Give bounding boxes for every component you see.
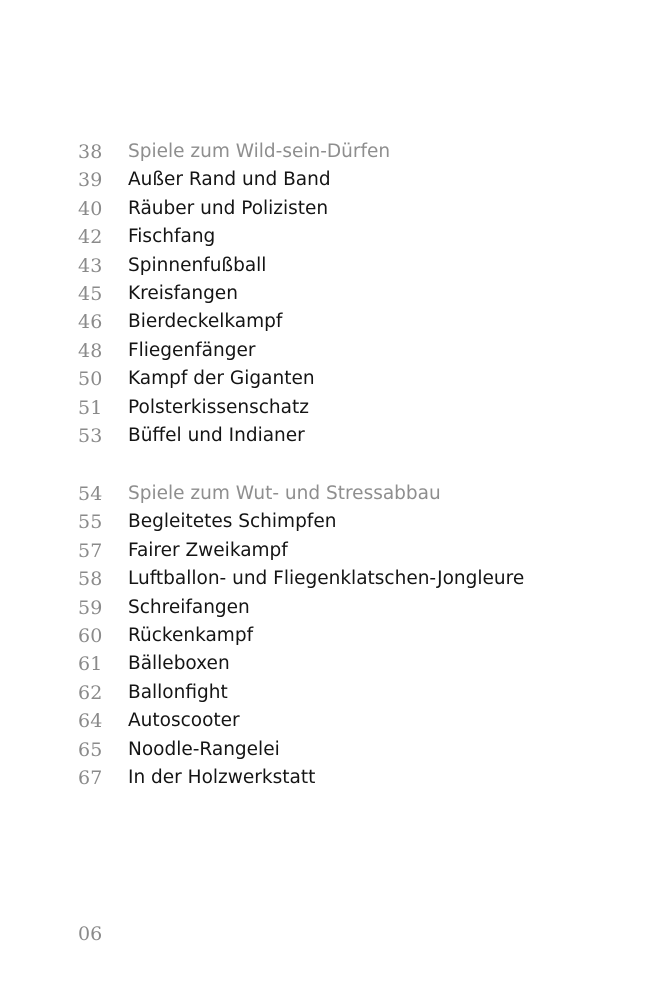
toc-entry-page-number: 65 xyxy=(78,738,103,761)
toc-entry xyxy=(0,166,664,194)
toc-entry-page-number: 50 xyxy=(78,368,103,391)
toc-entry-title: Ballonfight xyxy=(128,681,228,703)
toc-heading-page-number: 54 xyxy=(78,483,103,505)
toc-entry-page-number: 55 xyxy=(78,511,103,534)
toc-entry-title: Bierdeckelkampf xyxy=(128,311,283,333)
toc-entry-title: Spinnenfußball xyxy=(128,254,267,276)
toc-entry xyxy=(0,422,664,450)
toc-entry-page-number: 58 xyxy=(78,568,103,591)
toc-entry-title: In der Holzwerkstatt xyxy=(128,766,316,788)
toc-entry xyxy=(0,707,664,735)
toc-entry xyxy=(0,537,664,565)
toc-entry-title: Bälleboxen xyxy=(128,653,230,675)
toc-heading-page-number: 38 xyxy=(78,141,103,163)
toc-entry-page-number: 40 xyxy=(78,197,103,220)
toc-entry-title: Räuber und Polizisten xyxy=(128,197,329,219)
toc-entry-page-number: 59 xyxy=(78,596,103,619)
toc-entry-page-number: 64 xyxy=(78,710,103,733)
toc-entry-page-number: 61 xyxy=(78,653,103,676)
toc-entry-title: Kreisfangen xyxy=(128,282,238,304)
toc-entry xyxy=(0,565,664,593)
toc-entry-page-number: 62 xyxy=(78,681,103,704)
toc-entry xyxy=(0,650,664,678)
toc-entry-title: Außer Rand und Band xyxy=(128,169,331,191)
toc-entry xyxy=(0,508,664,536)
toc-entry xyxy=(0,394,664,422)
toc-entry-page-number: 60 xyxy=(78,624,103,647)
toc-entry-page-number: 46 xyxy=(78,311,103,334)
toc-entry-page-number: 51 xyxy=(78,396,103,419)
toc-entry xyxy=(0,280,664,308)
toc-entry-title: Büffel und Indianer xyxy=(128,424,305,446)
toc-heading-title: Spiele zum Wild-sein-Dürfen xyxy=(128,141,391,162)
toc-entry-page-number: 67 xyxy=(78,766,103,789)
toc-entry-page-number: 43 xyxy=(78,254,103,277)
toc-section-wut-stressabbau xyxy=(0,480,664,792)
toc-entry-title: Noodle-Rangelei xyxy=(128,738,280,760)
toc-entry xyxy=(0,736,664,764)
toc-heading-title: Spiele zum Wut- und Stressabbau xyxy=(128,483,441,504)
toc-entry-title: Autoscooter xyxy=(128,710,240,732)
toc-section-heading xyxy=(0,480,664,508)
toc-entry xyxy=(0,594,664,622)
toc-entry xyxy=(0,308,664,336)
toc-entry xyxy=(0,195,664,223)
toc-entry xyxy=(0,679,664,707)
toc-entry xyxy=(0,223,664,251)
toc-section-wild-sein xyxy=(0,138,664,450)
toc-entry-title: Kampf der Giganten xyxy=(128,368,315,390)
toc-entry-title: Schreifangen xyxy=(128,596,250,618)
toc-entry xyxy=(0,337,664,365)
toc-entry-title: Polsterkissenschatz xyxy=(128,396,309,418)
toc-entry-title: Begleitetes Schimpfen xyxy=(128,511,337,533)
toc-entry-title: Rückenkampf xyxy=(128,624,254,646)
toc-entry-page-number: 48 xyxy=(78,339,103,362)
toc-entry xyxy=(0,252,664,280)
toc-entry-title: Fischfang xyxy=(128,226,216,248)
toc-entry-title: Fairer Zweikampf xyxy=(128,539,288,561)
toc-entry xyxy=(0,622,664,650)
toc-section-heading xyxy=(0,138,664,166)
toc-entry-title: Luftballon- und Fliegenklatschen-Jongleure xyxy=(128,568,525,590)
toc-entry-page-number: 57 xyxy=(78,539,103,562)
toc-entry xyxy=(0,764,664,792)
toc-entry-page-number: 42 xyxy=(78,226,103,249)
toc-entry-page-number: 39 xyxy=(78,169,103,192)
page-number: 06 xyxy=(78,923,103,945)
toc-entry-page-number: 53 xyxy=(78,424,103,447)
toc-entry-page-number: 45 xyxy=(78,282,103,305)
toc-entry-title: Fliegenfänger xyxy=(128,339,256,361)
toc-entry xyxy=(0,365,664,393)
